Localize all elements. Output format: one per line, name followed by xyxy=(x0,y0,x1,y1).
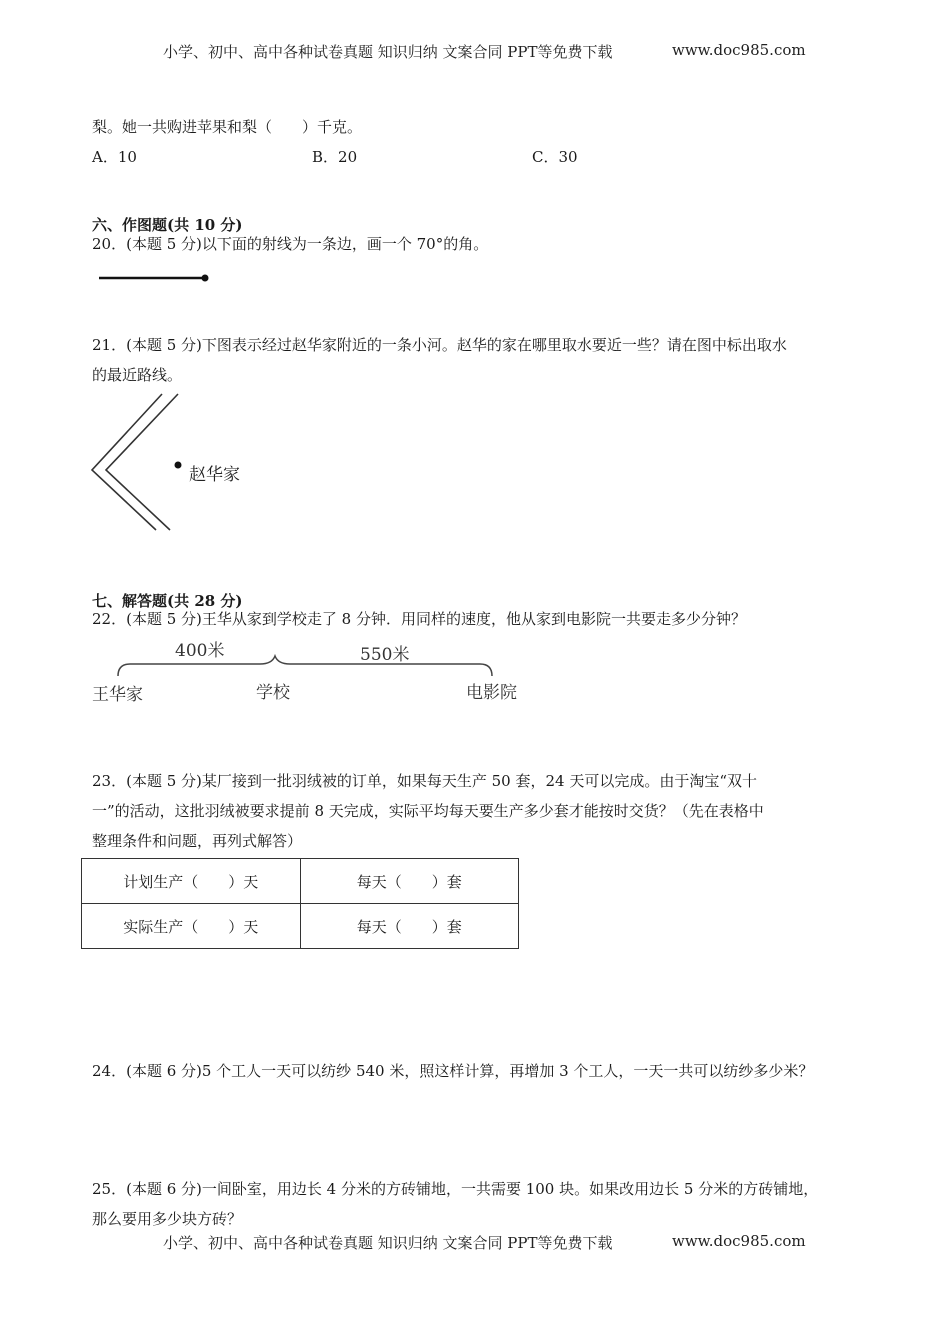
table-cell: 实际生产（ ）天 xyxy=(82,904,301,949)
footer-site[interactable]: www.doc985.com xyxy=(672,1232,806,1250)
q20-ray-figure xyxy=(95,270,220,286)
q19-option-b: B．20 xyxy=(312,148,358,166)
footer-text: 小学、初中、高中各种试卷真题 知识归纳 文案合同 PPT等免费下载 xyxy=(163,1234,613,1252)
page-footer xyxy=(163,1232,613,1253)
q22-distance-brace xyxy=(100,654,500,682)
table-cell: 计划生产（ ）天 xyxy=(82,859,301,904)
q23-line3: 整理条件和问题，再列式解答） xyxy=(92,832,303,850)
q24-text: 24．(本题 6 分)5 个工人一天可以纺纱 540 米，照这样计算，再增加 3 个工人，一天一共可以纺纱多少米？ xyxy=(92,1062,814,1080)
q19-tail: 梨。她一共购进苹果和梨（ ）千克。 xyxy=(92,118,363,136)
q19-option-c: C．30 xyxy=(532,148,578,166)
q19-option-a: A．10 xyxy=(92,148,137,166)
q22-dist-1: 400米 xyxy=(175,641,225,661)
ray-endpoint xyxy=(202,275,209,282)
q22-dist-2: 550米 xyxy=(360,645,410,665)
section-6-title: 六、作图题(共 10 分) xyxy=(92,216,243,234)
q23-line2: 一”的活动，这批羽绒被要求提前 8 天完成，实际平均每天要生产多少套才能按时交货？（先在表格中 xyxy=(92,802,764,820)
house-dot xyxy=(173,460,183,470)
q22-text: 22．(本题 5 分)王华从家到学校走了 8 分钟．用同样的速度，他从家到电影院一共要走多少分钟？ xyxy=(92,610,746,628)
header-site[interactable]: www.doc985.com xyxy=(672,41,806,59)
table-row xyxy=(82,859,519,904)
section-7-title: 七、解答题(共 28 分) xyxy=(92,592,243,610)
q20-text: 20．(本题 5 分)以下面的射线为一条边，画一个 70°的角。 xyxy=(92,235,489,253)
q25-line2: 那么要用多少块方砖？ xyxy=(92,1210,243,1228)
q21-line2: 的最近路线。 xyxy=(92,366,183,384)
house-label: 赵华家 xyxy=(189,465,240,485)
q22-place-home: 王华家 xyxy=(92,685,143,705)
river-bank-outer xyxy=(92,394,162,530)
river-bank-inner xyxy=(106,394,178,530)
q23-line1: 23．(本题 5 分)某厂接到一批羽绒被的订单，如果每天生产 50 套，24 天可以完成。由于淘宝“双十 xyxy=(92,772,758,790)
table-cell: 每天（ ）套 xyxy=(300,859,519,904)
q23-table xyxy=(81,858,519,949)
q22-place-cinema: 电影院 xyxy=(466,683,517,703)
q25-line1: 25．(本题 6 分)一间卧室，用边长 4 分米的方砖铺地，一共需要 100 块。如果改用边长 5 分米的方砖铺地， xyxy=(92,1180,819,1198)
q21-line1: 21．(本题 5 分)下图表示经过赵华家附近的一条小河。赵华的家在哪里取水要近一些？请在图中标出取水 xyxy=(92,336,787,354)
q22-place-school: 学校 xyxy=(256,683,290,703)
header-text: 小学、初中、高中各种试卷真题 知识归纳 文案合同 PPT等免费下载 xyxy=(163,43,613,61)
page-header xyxy=(163,41,613,62)
table-row xyxy=(82,904,519,949)
table-cell: 每天（ ）套 xyxy=(300,904,519,949)
